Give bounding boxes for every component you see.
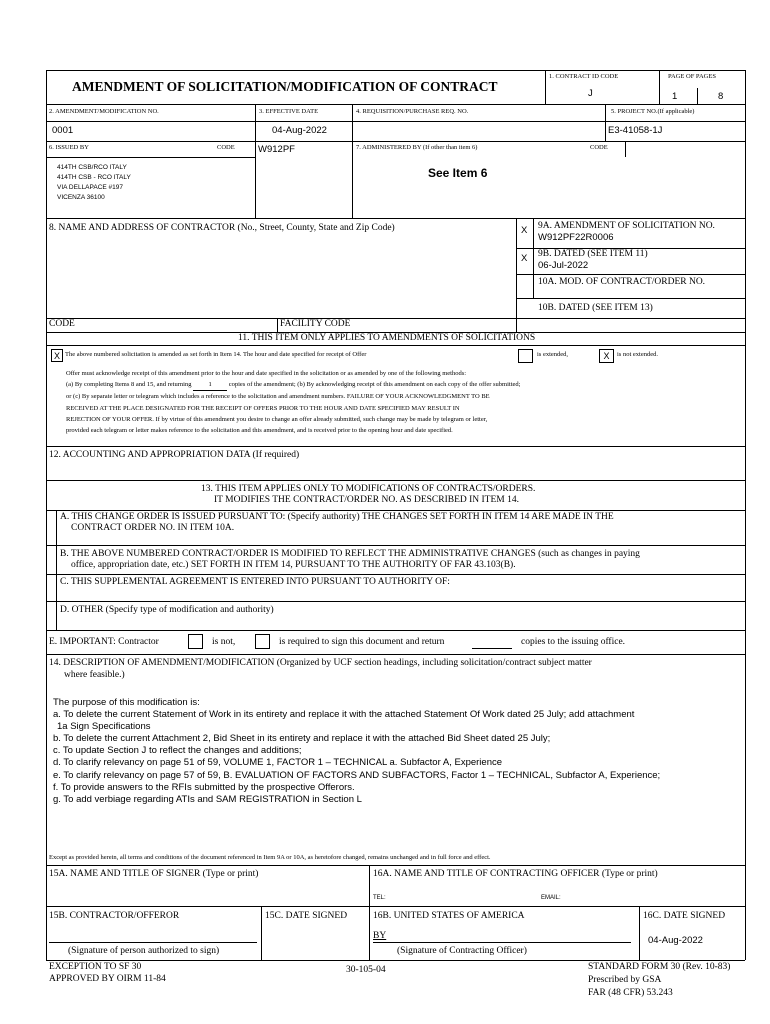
not-extended-checkbox[interactable]: X <box>599 349 614 363</box>
usa-label: 16B. UNITED STATES OF AMERICA <box>373 911 525 921</box>
contractor-signature-caption: (Signature of person authorized to sign) <box>68 946 220 956</box>
item-9b-label: 9B. DATED (SEE ITEM 11) <box>538 249 648 259</box>
is-not-label: is not, <box>212 637 236 647</box>
officer-name-label: 16A. NAME AND TITLE OF CONTRACTING OFFICER (Type or print) <box>373 869 658 879</box>
is-required-checkbox[interactable] <box>255 634 270 649</box>
description-line: 1a Sign Specifications <box>57 721 151 733</box>
except-statement: Except as provided herein, all terms and conditions of the document referenced in Item 9A or 10A, as heretofore changed, remains unchanged and in full force and effect. <box>49 854 491 861</box>
page-of-pages-label: PAGE OF PAGES <box>668 73 716 80</box>
item-10a-label: 10A. MOD. OF CONTRACT/ORDER NO. <box>538 277 706 287</box>
issuer-line: VICENZA 36100 <box>57 194 105 201</box>
item-11-instructions <box>66 368 520 436</box>
instruction-line: provided each telegram or letter makes reference to the solicitation and this amendment, and is received prior to the opening hour and date specified. <box>66 427 453 435</box>
email-label: EMAIL: <box>541 895 561 901</box>
requisition-label: 4. REQUISITION/PURCHASE REQ. NO. <box>356 108 469 115</box>
contract-id-label: 1. CONTRACT ID CODE <box>549 73 619 80</box>
extended-label: is extended, <box>537 351 569 358</box>
instruction-line <box>66 379 520 391</box>
item-13a-line2: CONTRACT ORDER NO. IN ITEM 10A. <box>71 523 235 533</box>
prescribed-text: Prescribed by GSA <box>588 975 662 985</box>
item-13d-label: D. OTHER (Specify type of modification and authority) <box>60 605 274 615</box>
contractor-signature-line[interactable] <box>49 942 257 943</box>
copies-blank[interactable] <box>472 648 512 649</box>
item-13b-line1: B. THE ABOVE NUMBERED CONTRACT/ORDER IS MODIFIED TO REFLECT THE ADMINISTRATIVE CHANGES (such as changes in paying <box>60 549 640 559</box>
description-line: The purpose of this modification is: <box>53 697 200 708</box>
tel-label: TEL: <box>373 895 386 901</box>
issuer-address <box>57 163 131 203</box>
item-13a-line1: A. THIS CHANGE ORDER IS ISSUED PURSUANT TO: (Specify authority) THE CHANGES SET FORTH IN ITEM 14 ARE MADE IN THE <box>60 512 614 522</box>
administered-by-label: 7. ADMINISTERED BY (If other than item 6) <box>356 144 478 151</box>
copies-label: copies to the issuing office. <box>521 637 626 647</box>
modification-description <box>53 697 660 806</box>
officer-date-signed-label: 16C. DATE SIGNED <box>643 911 726 921</box>
item-12-label: 12. ACCOUNTING AND APPROPRIATION DATA (If required) <box>49 450 300 460</box>
issuer-line: VIA DELLAPACE #197 <box>57 184 124 191</box>
item-13c-label: C. THIS SUPPLEMENTAL AGREEMENT IS ENTERED INTO PURSUANT TO AUTHORITY OF: <box>60 577 450 587</box>
item-9a-mark: X <box>521 225 528 236</box>
instruction-part: copies of the amendment; (b) By acknowledging receipt of this amendment on each copy of the offer submitted; <box>228 381 521 389</box>
by-label: BY <box>373 931 387 941</box>
instruction-line: Offer must acknowledge receipt of this amendment prior to the hour and date specified in the solicitation or as amended by one of the following methods: <box>66 370 467 377</box>
project-no-value: E3-41058-1J <box>608 125 663 136</box>
contractor-offeror-label: 15B. CONTRACTOR/OFFEROR <box>49 911 180 921</box>
item-13-heading-1: 13. THIS ITEM APPLIES ONLY TO MODIFICATIONS OF CONTRACTS/ORDERS. <box>201 484 536 494</box>
officer-date-signed-value: 04-Aug-2022 <box>648 935 703 946</box>
form-number: 30-105-04 <box>346 965 386 975</box>
important-label: E. IMPORTANT: Contractor <box>49 637 159 647</box>
contractor-date-signed-label: 15C. DATE SIGNED <box>265 911 348 921</box>
exception-text: EXCEPTION TO SF 30 <box>49 962 142 972</box>
instruction-part: (a) By completing Items 8 and 15, and returning <box>66 381 192 389</box>
is-not-checkbox[interactable] <box>188 634 203 649</box>
item-9a-value: W912PF22R0006 <box>538 232 614 243</box>
standard-form-text: STANDARD FORM 30 (Rev. 10-83) <box>588 962 731 972</box>
item-11-heading: 11. THIS ITEM ONLY APPLIES TO AMENDMENTS OF SOLICITATIONS <box>238 333 536 343</box>
administered-code-label: CODE <box>590 144 608 151</box>
instruction-line: or (c) By separate letter or telegram which includes a reference to the solicitation and amendment numbers. FAILURE OF YOUR ACKNOWLEDGMENT TO BE <box>66 393 490 401</box>
issued-code-value: W912PF <box>258 144 295 155</box>
far-text: FAR (48 CFR) 53.243 <box>588 988 673 998</box>
item-9a-label: 9A. AMENDMENT OF SOLICITATION NO. <box>538 221 715 231</box>
project-no-label: 5. PROJECT NO.(If applicable) <box>611 108 695 115</box>
description-line: g. To add verbiage regarding ATIs and SAM REGISTRATION in Section L <box>53 793 362 805</box>
item-10b-label: 10B. DATED (SEE ITEM 13) <box>538 303 653 313</box>
form-title: AMENDMENT OF SOLICITATION/MODIFICATION OF CONTRACT <box>72 79 498 94</box>
facility-code-label: FACILITY CODE <box>280 319 351 329</box>
issued-by-label: 6. ISSUED BY <box>49 144 89 151</box>
description-line: c. To update Section J to reflect the changes and additions; <box>53 745 302 757</box>
contractor-address-label: 8. NAME AND ADDRESS OF CONTRACTOR (No., Street, County, State and Zip Code) <box>49 223 395 233</box>
effective-date-label: 3. EFFECTIVE DATE <box>259 108 319 115</box>
not-extended-label: is not extended. <box>617 351 658 358</box>
effective-date-value: 04-Aug-2022 <box>272 125 327 136</box>
officer-signature-caption: (Signature of Contracting Officer) <box>397 946 527 956</box>
issuer-line: 414TH CSB/RCO ITALY <box>57 164 127 171</box>
issued-code-label: CODE <box>217 144 235 151</box>
item-9b-value: 06-Jul-2022 <box>538 260 589 271</box>
description-line: d. To clarify relevancy on page 51 of 59, VOLUME 1, FACTOR 1 – TECHNICAL a. Subfactor A, Experience <box>53 757 503 769</box>
description-line: f. To provide answers to the RFIs submitted by the prospective Offerors. <box>53 781 355 793</box>
extended-checkbox[interactable] <box>518 349 533 363</box>
page-number: 1 <box>672 91 678 102</box>
officer-signature-line[interactable] <box>373 942 631 943</box>
instruction-line: REJECTION OF YOUR OFFER. If by virtue of this amendment you desire to change an offer already submitted, such change may be made by telegram or letter, <box>66 415 488 423</box>
description-line: a. To delete the current Statement of Work in its entirety and replace it with the attached Statement Of Work dated 25 July; add attachment <box>53 709 635 721</box>
contractor-code-label: CODE <box>49 319 75 329</box>
contract-id-value: J <box>588 88 593 99</box>
description-line: e. To clarify relevancy on page 57 of 59, B. EVALUATION OF FACTORS AND SUBFACTORS, Factor 1 – TECHNICAL, Subfactor A, Experience; <box>53 769 661 781</box>
total-pages: 8 <box>718 91 724 102</box>
approved-text: APPROVED BY OIRM 11-84 <box>49 974 166 984</box>
item-9b-mark: X <box>521 253 528 264</box>
item-13b-line2: office, appropriation date, etc.) SET FORTH IN ITEM 14, PURSUANT TO THE AUTHORITY OF FAR 43.103(B). <box>71 560 516 570</box>
item-11-line1: The above numbered solicitation is amended as set forth in Item 14. The hour and date specified for receipt of Offer <box>65 351 367 358</box>
is-required-label: is required to sign this document and return <box>279 637 445 647</box>
item-13-heading-2: IT MODIFIES THE CONTRACT/ORDER NO. AS DESCRIBED IN ITEM 14. <box>214 495 519 505</box>
see-item-6: See Item 6 <box>428 166 488 180</box>
item-14-label-2: where feasible.) <box>64 670 125 680</box>
amendment-no-label: 2. AMENDMENT/MODIFICATION NO. <box>49 108 159 115</box>
signer-name-label: 15A. NAME AND TITLE OF SIGNER (Type or print) <box>49 869 259 879</box>
issuer-line: 414TH CSB - RCO ITALY <box>57 174 131 181</box>
copies-count: 1 <box>193 379 227 391</box>
description-line: b. To delete the current Attachment 2, Bid Sheet in its entirety and replace it with the attached Bid Sheet dated 25 July; <box>53 733 551 745</box>
amendment-no-value: 0001 <box>52 125 74 136</box>
item-14-label-1: 14. DESCRIPTION OF AMENDMENT/MODIFICATION (Organized by UCF section headings, including solicitation/contract subject matter <box>49 658 592 668</box>
solicitation-amended-checkbox[interactable]: X <box>51 349 63 362</box>
instruction-line: RECEIVED AT THE PLACE DESIGNATED FOR THE RECEIPT OF OFFERS PRIOR TO THE HOUR AND DATE SPECIFIED MAY RESULT IN <box>66 404 460 412</box>
